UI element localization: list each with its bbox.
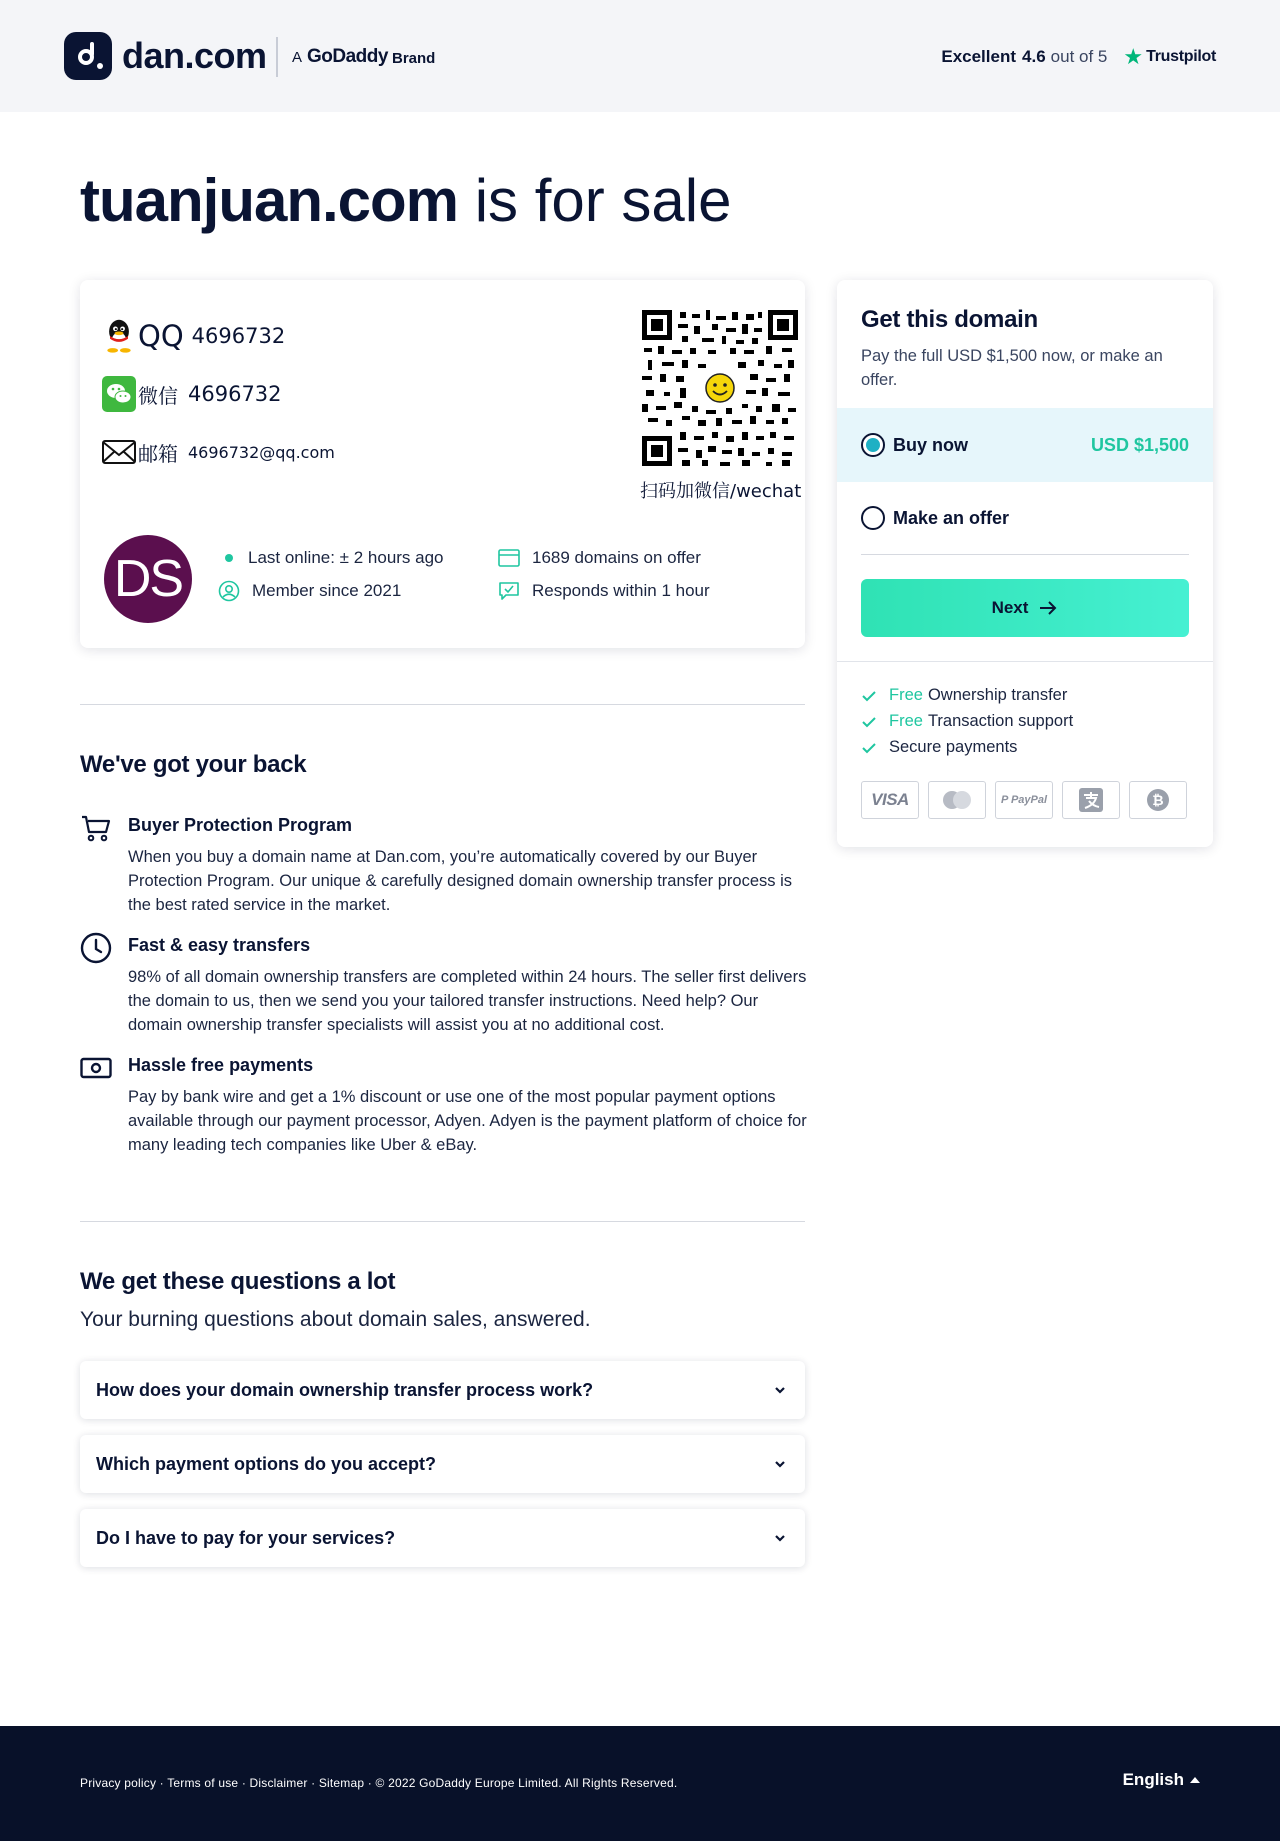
section-heading-back: We've got your back [80, 751, 307, 778]
cash-icon [80, 1052, 112, 1084]
page-title [80, 165, 731, 237]
perk-text: Secure payments [889, 738, 1018, 756]
logo-divider [276, 37, 278, 77]
chevron-down-icon [773, 1457, 787, 1471]
qq-label: QQ [138, 319, 184, 353]
godaddy-logo: GoDaddy [307, 46, 388, 67]
chevron-down-icon [773, 1531, 787, 1545]
perk-item [861, 712, 1073, 731]
qq-number: 4696732 [191, 324, 286, 348]
section-heading-faq: We get these questions a lot [80, 1268, 396, 1295]
shopping-cart-icon [80, 812, 112, 844]
last-online-stat [222, 548, 444, 568]
paypal-icon: P PayPal [995, 781, 1053, 819]
buy-card-title: Get this domain [861, 306, 1038, 333]
divider [837, 661, 1213, 662]
faq-question: How does your domain ownership transfer process work? [96, 1379, 594, 1400]
arrow-right-icon [1038, 599, 1058, 617]
browser-window-icon [498, 548, 520, 568]
faq-item[interactable] [80, 1435, 805, 1493]
language-label: English [1122, 1770, 1184, 1789]
user-circle-icon [218, 580, 240, 602]
trustpilot-name: Trustpilot [1146, 48, 1216, 65]
email-label: 邮箱 [138, 441, 178, 466]
feature-title: Buyer Protection Program [128, 815, 353, 835]
online-dot-icon [222, 551, 236, 565]
buy-now-price: USD $1,500 [1090, 434, 1189, 455]
domains-on-offer-stat [498, 548, 701, 568]
buy-card-description: Pay the full USD $1,500 now, or make an offer. [861, 347, 1163, 389]
feature-text: Pay by bank wire and get a 1% discount or use one of the most popular payment options available through our payment processor, Adyen. Adyen is the payment platform of choice for many leading tech companies like Uber & eBay. [128, 1088, 807, 1154]
wechat-number: 4696732 [188, 382, 282, 406]
buy-now-option[interactable] [837, 408, 1213, 482]
visa-icon: VISA [861, 781, 919, 819]
check-icon [861, 715, 877, 729]
clock-icon [80, 932, 112, 964]
buy-card [837, 280, 1213, 847]
rating-label: Excellent [941, 47, 1017, 66]
divider [80, 1221, 805, 1222]
member-since-stat [218, 580, 401, 602]
bitcoin-icon [1129, 781, 1187, 819]
feature-text: 98% of all domain ownership transfers are completed within 24 hours. The seller first delivers the domain to us, then we send you your tailored transfer instructions. Need help? Our domain ownership transfer specialists will assist you at no additional cost. [128, 968, 807, 1034]
make-offer-option[interactable] [837, 481, 1213, 555]
perk-item [861, 738, 1017, 757]
check-icon [861, 741, 877, 755]
buy-now-radio[interactable] [861, 433, 885, 457]
perk-item [861, 686, 1067, 705]
contact-qq [102, 318, 285, 354]
wechat-icon [102, 376, 136, 412]
perk-free: Free [889, 686, 923, 704]
payment-methods [861, 781, 1196, 819]
svg-text:₿: ₿ [1152, 793, 1164, 809]
faq-subheading: Your burning questions about domain sales, answered. [80, 1308, 591, 1331]
dan-logo-icon[interactable] [64, 32, 112, 80]
response-time-stat [498, 580, 710, 602]
perk-free: Free [889, 712, 923, 730]
mastercard-icon [928, 781, 986, 819]
trustpilot-rating[interactable] [941, 44, 1216, 69]
qr-caption: 扫码加微信/wechat [640, 481, 802, 502]
email-address[interactable]: 4696732@qq.com [188, 442, 335, 462]
faq-question: Do I have to pay for your services? [96, 1527, 396, 1548]
feature-title: Hassle free payments [128, 1055, 314, 1075]
domain-name: tuanjuan.com [80, 167, 459, 234]
qq-penguin-icon [102, 318, 136, 354]
for-sale-text: is for sale [458, 167, 732, 234]
seller-avatar: DS [104, 535, 192, 623]
response-time-text: Responds within 1 hour [532, 581, 710, 600]
rating-score: 4.6 [1022, 47, 1046, 66]
perk-text: Transaction support [927, 712, 1074, 730]
divider [80, 704, 805, 705]
buy-now-label: Buy now [893, 434, 968, 455]
logo-text[interactable]: dan.com [122, 35, 267, 76]
faq-item[interactable] [80, 1361, 805, 1419]
footer [0, 1726, 1280, 1841]
faq-item[interactable] [80, 1509, 805, 1567]
divider [861, 554, 1189, 555]
feature-text: When you buy a domain name at Dan.com, you’re automatically covered by our Buyer Protection Program. Our unique & carefully designed domain ownership transfer process is the best rated service in the market. [128, 848, 792, 914]
perk-text: Ownership transfer [927, 686, 1068, 704]
make-offer-label: Make an offer [893, 507, 1010, 528]
last-online-text: Last online: ± 2 hours ago [248, 548, 444, 567]
alipay-icon [1062, 781, 1120, 819]
member-since-text: Member since 2021 [252, 581, 402, 600]
wechat-qr-code [642, 310, 798, 466]
footer-links[interactable]: Privacy policy · Terms of use · Disclaimer · Sitemap · © 2022 GoDaddy Europe Limited. All Rights Reserved. [80, 1776, 678, 1790]
brand-suffix: Brand [392, 50, 436, 67]
chevron-down-icon [773, 1383, 787, 1397]
trustpilot-star-icon: ★ [1123, 44, 1144, 69]
feature-title: Fast & easy transfers [128, 935, 311, 955]
make-offer-radio[interactable] [861, 506, 885, 530]
language-selector[interactable] [1123, 1770, 1200, 1790]
next-button[interactable] [861, 579, 1189, 637]
seller-card [80, 280, 805, 648]
brand-prefix: A [292, 49, 303, 66]
mail-icon [102, 434, 136, 470]
check-icon [861, 689, 877, 703]
caret-up-icon [1190, 1777, 1200, 1783]
top-bar [0, 0, 1280, 112]
contact-wechat [102, 376, 282, 412]
wechat-label: 微信 [138, 383, 178, 408]
contact-email [102, 434, 335, 470]
next-button-label: Next [991, 598, 1029, 617]
faq-question: Which payment options do you accept? [96, 1453, 437, 1474]
chat-check-icon [498, 580, 520, 602]
rating-out-of: out of 5 [1050, 47, 1108, 66]
domains-on-offer-text[interactable]: 1689 domains on offer [532, 548, 701, 567]
